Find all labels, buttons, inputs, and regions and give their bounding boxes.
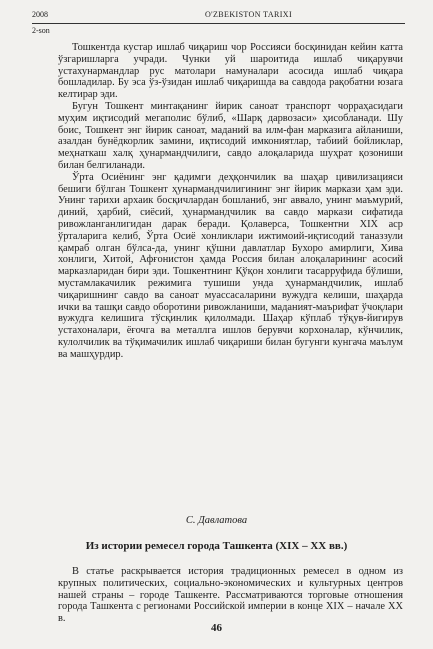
header-rule	[32, 23, 405, 24]
header-issue: 2-son	[32, 26, 50, 35]
article-body	[58, 42, 403, 361]
author-name: С. Давлатова	[185, 515, 248, 526]
page-number: 46	[211, 622, 222, 634]
header-year: 2008	[32, 10, 48, 19]
article-title: Из истории ремесел города Ташкента (XIX – XX вв.)	[85, 540, 348, 552]
abstract-text: В статье раскрывается история традиционных ремесел в одном из крупных политических, социально-экономических и культурных центров нашей страны – городе Ташкенте. Рассматриваются торговые отношения города Ташкента с регионами Российской империи в конце XIX – начале XX в.	[58, 566, 403, 625]
header-journal-title: O'ZBEKISTON TARIXI	[205, 10, 293, 19]
paragraph-1: Тошкентда кустар ишлаб чиқариш чор Россияси босқинидан кейин катта ўзгаришларга учради. Чунки уй шароитида ишлаб чиқарувчи устахунармандлар рус матолари намуналари асосида ишлаб чиқара бошладилар. Бу эса ўз-ўзидан ишлаб чиқаришда ва савдода рақобатни юзага келтирар эди.	[58, 42, 403, 101]
paragraph-2: Бугун Тошкент минтақанинг йирик саноат транспорт чорраҳасидаги муҳим иқтисодий мегаполис бўлиб, «Шарқ дарвозаси» ҳисобланади. Шу боис, Тошкент энг йирик саноат, маданий ва илм-фан марказига айланиши, азалдан бунёдкорлик замини, иқтисодий имкониятлар, табиий бойликлар, меҳнаткаш халқ ҳунармандчилиги, савдо алоқаларида шуҳрат қозониши билан белгиланади.	[58, 100, 403, 171]
paragraph-3: Ўрта Осиёнинг энг қадимги деҳқончилик ва шаҳар цивилизацияси бешиги бўлган Тошкент ҳунармандчилигининг энг йирик маркази ҳам эди. Унинг тарихи архаик босқичлардан бошланиб, энг аввало, унинг маъмурий, диний, ҳарбий, сиёсий, ҳунармандчилик ва савдо маркази сифатида ривожланганлигидан дарак беради. Қолаверса, Тошкентни XIX аср ўрталарига келиб, Ўрта Осиё хонликлари ижтимоий-иқтисодий таназзули қамраб олган бўлса-да, унинг қўшни давлатлар Бухоро амирлиги, Хива хонлиги, Хитой, Афғонистон ҳамда Россия билан алоқаларининг асосий марказларидан бири эди. Тошкентнинг Қўқон хонлиги тасарруфида бўлиши, мустамлакачилик режимига тушиши унда ҳунармандчилик, ишлаб чиқаришнинг савдо ва саноат муассасаларини вужудга келиши, шаҳарда ички ва ташқи савдо оборотини ривожланиши, маданият-маърифат ўчоқлари вужудга келишига тўсқинлик қилолмади. Шаҳар кўплаб тўқув-йигирув устахоналари, ёғочга ва металлга ишлов берувчи корхоналар, кўнчилик, кулолчилик ва тўқимачилик ишлаб чиқариши билан бугунги кунгача маълум ва машҳурдир.	[58, 171, 403, 360]
abstract	[58, 566, 403, 625]
